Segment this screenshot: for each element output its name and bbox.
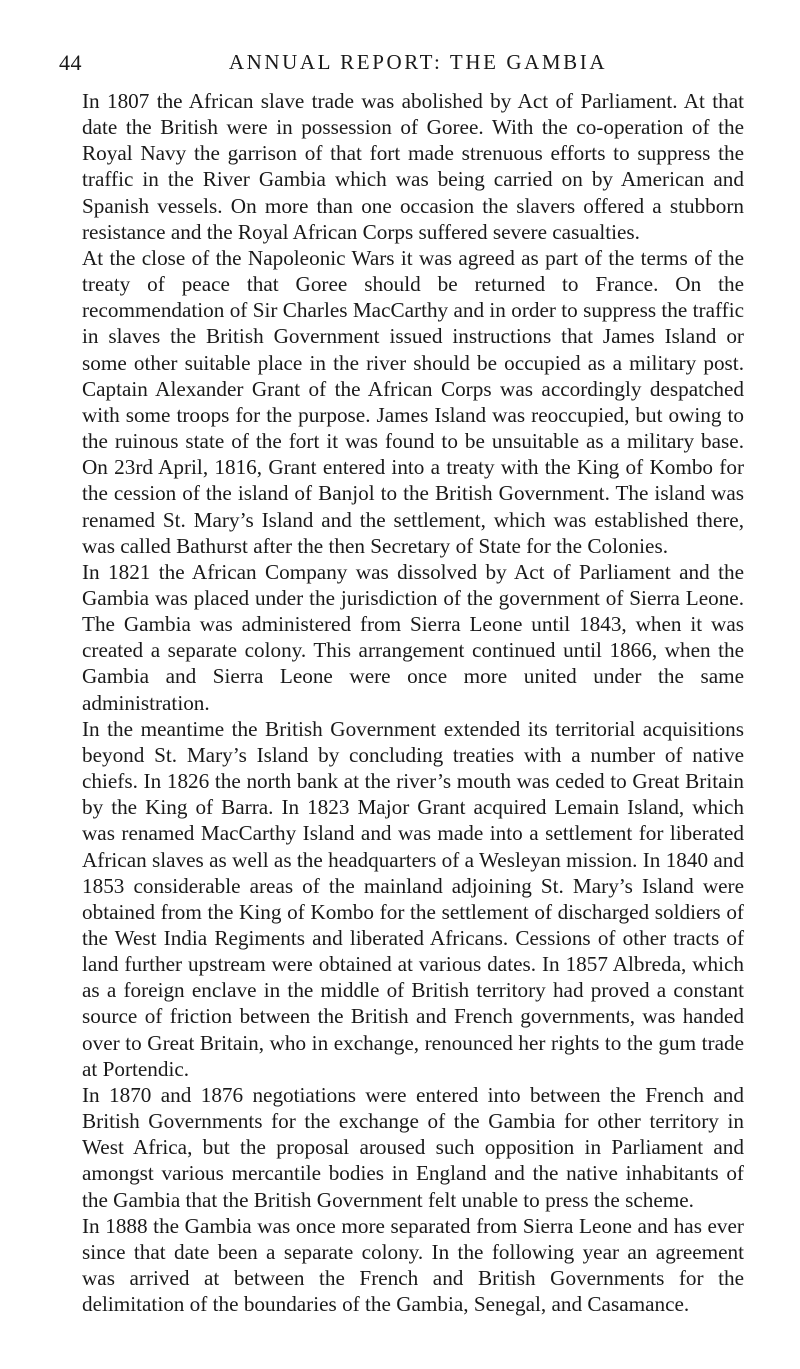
paragraph: In 1807 the African slave trade was abolished by Act of Parliament. At that date the British were in possession of Goree. With the co-operation of the Royal Navy the garrison of that fort made strenuous efforts to suppress the traffic in the River Gambia which was being carried on by American and Spanish vessels. On more than one occasion the slavers offered a stubborn resistance and the Royal African Corps suffered severe casualties. (82, 89, 744, 244)
page-number: 44 (59, 50, 82, 75)
page-header (59, 50, 759, 84)
paragraph: At the close of the Napoleonic Wars it was agreed as part of the terms of the treaty of peace that Goree should be returned to France. On the recommendation of Sir Charles MacCarthy and in order to suppress the traffic in slaves the British Government issued instructions that James Island or some other suitable place in the river should be occupied as a military post. Captain Alexander Grant of the African Corps was accordingly despatched with some troops for the purpose. James Island was reoccupied, but owing to the ruinous state of the fort it was found to be unsuitable as a military base. On 23rd April, 1816, Grant entered into a treaty with the King of Kombo for the cession of the island of Banjol to the British Government. The island was renamed St. Mary’s Island and the settlement, which was established there, was called Bathurst after the then Secretary of State for the Colonies. (82, 245, 744, 558)
paragraph: In 1888 the Gambia was once more separated from Sierra Leone and has ever since that date been a separate colony. In the following year an agreement was arrived at between the French and British Governments for the delimitation of the boundaries of the Gambia, Senegal, and Casamance. (82, 1213, 744, 1317)
paragraph: In the meantime the British Government extended its territorial acquisitions beyond St. Mary’s Island by concluding treaties with a number of native chiefs. In 1826 the north bank at the river’s mouth was ceded to Great Britain by the King of Barra. In 1823 Major Grant acquired Lemain Island, which was renamed MacCarthy Island and was made into a settlement for liberated African slaves as well as the headquarters of a Wesleyan mission. In 1840 and 1853 considerable areas of the mainland adjoining St. Mary’s Island were obtained from the King of Kombo for the settlement of discharged soldiers of the West India Regiments and liberated Africans. Cessions of other tracts of land further upstream were obtained at various dates. In 1857 Albreda, which as a foreign enclave in the middle of British territory had proved a constant source of friction between the British and French governments, was handed over to Great Britain, who in exchange, renounced her rights to the gum trade at Portendic. (82, 716, 744, 1081)
paragraph: In 1870 and 1876 negotiations were entered into between the French and British Governments for the exchange of the Gambia for other territory in West Africa, but the proposal aroused such opposition in Parliament and amongst various mercantile bodies in England and the native inhabitants of the Gambia that the British Government felt unable to press the scheme. (82, 1082, 744, 1212)
body-text (82, 88, 744, 1317)
running-head: ANNUAL REPORT: THE GAMBIA (228, 50, 608, 74)
paragraph: In 1821 the African Company was dissolved by Act of Parliament and the Gambia was placed under the jurisdiction of the government of Sierra Leone. The Gambia was administered from Sierra Leone until 1843, when it was created a separate colony. This arrangement continued until 1866, when the Gambia and Sierra Leone were once more united under the same administration. (82, 559, 744, 715)
